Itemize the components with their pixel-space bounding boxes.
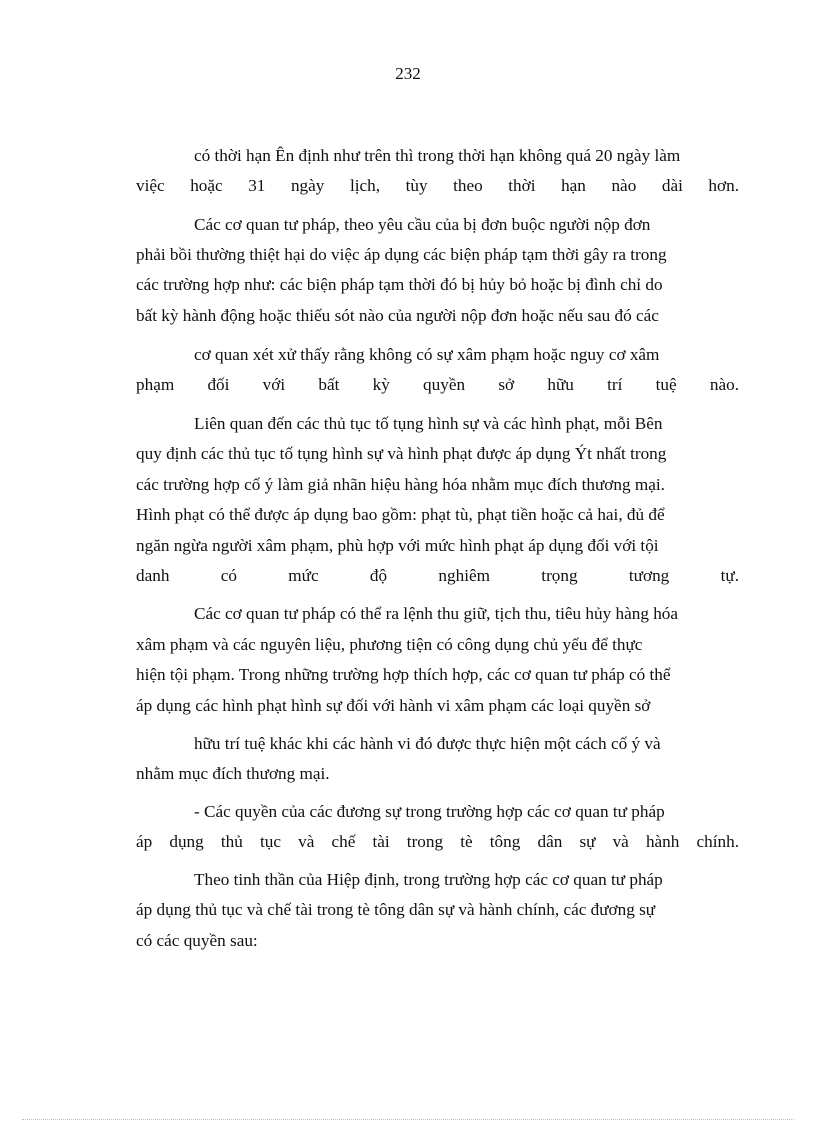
text-line: áp dụng các hình phạt hình sự đối với hành vi xâm phạm các loại quyền sở — [136, 696, 651, 715]
text-line: cơ quan xét xử thấy rằng không có sự xâm phạm hoặc nguy cơ xâm — [194, 345, 660, 364]
text-line: phạm đối với bất kỳ quyền sở hữu trí tuệ nào. — [136, 375, 739, 394]
text-line: bất kỳ hành động hoặc thiếu sót nào của người nộp đơn hoặc nếu sau đó các — [136, 306, 659, 325]
text-line: Các cơ quan tư pháp có thể ra lệnh thu giữ, tịch thu, tiêu hủy hàng hóa — [194, 604, 679, 623]
text-line: phải bồi thường thiệt hại do việc áp dụng các biện pháp tạm thời gây ra trong — [136, 245, 667, 264]
text-line: Liên quan đến các thủ tục tố tụng hình sự và các hình phạt, mỗi Bên — [194, 414, 663, 433]
text-line: áp dụng thủ tục và chế tài trong tè tông dân sự và hành chính, các đương sự — [136, 900, 656, 919]
text-line: Theo tinh thần của Hiệp định, trong trường hợp các cơ quan tư pháp — [194, 870, 663, 889]
text-line: ngăn ngừa người xâm phạm, phù hợp với mức hình phạt áp dụng đối với tội — [136, 536, 659, 555]
text-line: nhằm mục đích thương mại. — [136, 764, 330, 783]
text-line: các trường hợp như: các biện pháp tạm thời đó bị hủy bỏ hoặc bị đình chỉ do — [136, 275, 663, 294]
text-line: các trường hợp cố ý làm giả nhãn hiệu hàng hóa nhằm mục đích thương mại. — [136, 475, 665, 494]
text-line: quy định các thủ tục tố tụng hình sự và hình phạt được áp dụng Ýt nhất trong — [136, 444, 667, 463]
text-line: áp dụng thủ tục và chế tài trong tè tông dân sự và hành chính. — [136, 832, 739, 851]
text-line: xâm phạm và các nguyên liệu, phương tiện có công dụng chủ yếu để thực — [136, 635, 643, 654]
page-number: 232 — [395, 64, 421, 83]
text-line: Hình phạt có thể được áp dụng bao gồm: phạt tù, phạt tiền hoặc cả hai, đủ để — [136, 505, 665, 524]
text-line: danh có mức độ nghiêm trọng tương tự. — [136, 566, 739, 585]
page-bottom-border — [22, 1119, 794, 1120]
text-line: hữu trí tuệ khác khi các hành vi đó được thực hiện một cách cố ý và — [194, 734, 661, 753]
text-line: có các quyền sau: — [136, 931, 258, 950]
text-line: việc hoặc 31 ngày lịch, tùy theo thời hạn nào dài hơn. — [136, 176, 739, 195]
text-line: Các cơ quan tư pháp, theo yêu cầu của bị đơn buộc người nộp đơn — [194, 215, 651, 234]
text-line: - Các quyền của các đương sự trong trường hợp các cơ quan tư pháp — [194, 802, 665, 821]
text-line: hiện tội phạm. Trong những trường hợp thích hợp, các cơ quan tư pháp có thể — [136, 665, 671, 684]
text-line: có thời hạn Ên định như trên thì trong thời hạn không quá 20 ngày làm — [194, 146, 681, 165]
